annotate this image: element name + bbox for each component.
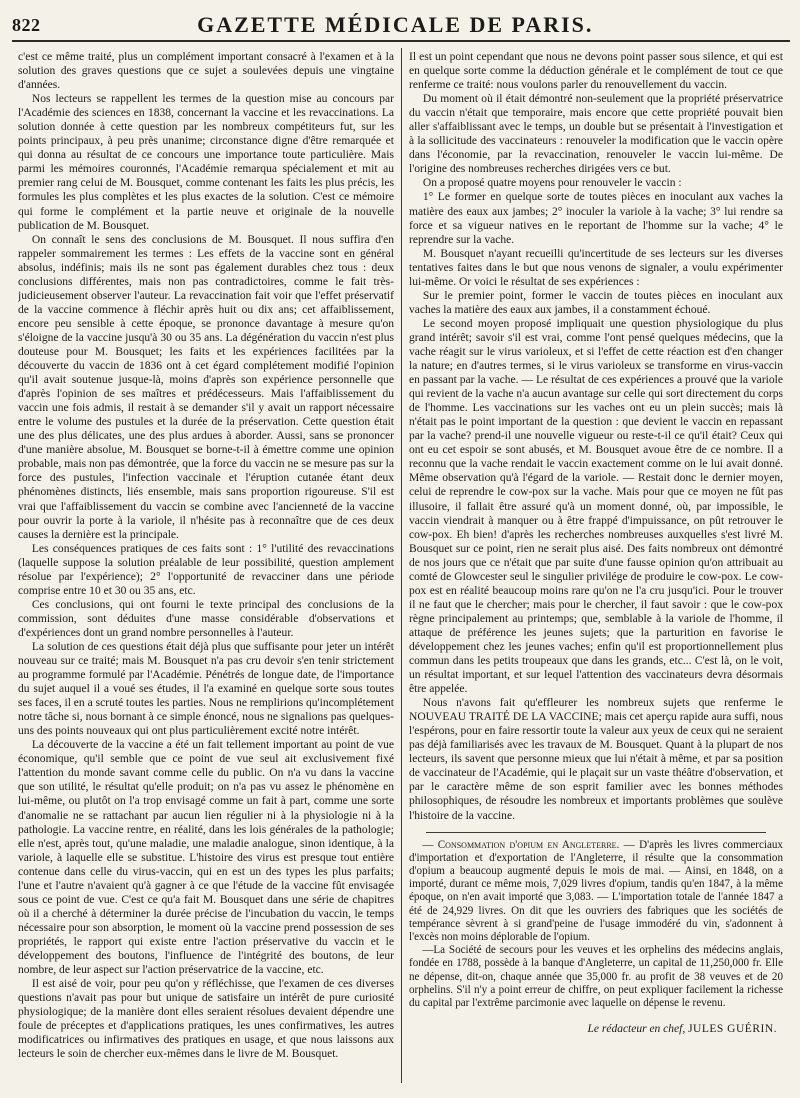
editor-signature [409, 1022, 783, 1036]
left-column [18, 50, 394, 1080]
paragraph: Nos lecteurs se rappellent les termes de la question mise au concours par l'Académie des sciences en 1838, concernant la vaccine et les revaccinations. La solution donnée à cette question par les nombreux compétiteurs fut, sur les points principaux, à peu près unanime; circonstance digne d'être remarquée et qui donna au résultat de ce concours une importance toute particulière. Mais parmi les mémoires couronnés, l'Académie remarqua spécialement et mit au premier rang celui de M. Bousquet, comme contenant les faits les plus précis, les formules les plus complètes et les plus exactes de la solution. C'est ce mémoire qui forme le complément et la partie neuve et originale de la nouvelle publication de M. Bousquet. [18, 93, 394, 232]
paragraph: On a proposé quatre moyens pour renouveler le vaccin : [422, 177, 682, 190]
news-item [409, 839, 783, 945]
paragraph: La solution de ces questions était déjà plus que suffisante pour jeter un intérêt nouveau sur ce traité; mais M. Bousquet n'a pas cru devoir s'en tenir strictement au programme formulé par l'Académie. Pénétrés de longue date, de l'importance du sujet auquel il a voué ses études, il l'a examiné en quelque sorte sous toutes ses faces, il en a scruté toutes les parties. Nous ne remplirions qu'incomplétement notre tâche si, nous bornant à ce simple énoncé, nous ne signalions pas quelques-uns des points nouveaux qui ont plus particulièrement excité notre intérêt. [18, 640, 394, 738]
paragraph: Du moment où il était démontré non-seulement que la propriété préservatrice du vaccin n'était que temporaire, mais encore que cette propriété pouvait bien aller s'affaiblissant avec le temps, un double but se présentait à l'investigation et à la sollicitude des vaccinateurs : renouveler la modification que le vaccin opère dans l'économie, par la revaccination, renouveler le vaccin lui-même. De l'origine des nombreuses recherches dirigées vers ce but. [409, 93, 783, 176]
paragraph: Ces conclusions, qui ont fourni le texte principal des conclusions de la commission, sont déduites d'une masse considérable d'observations et d'expériences dont un grand nombre personnelles à l'auteur. [18, 598, 394, 639]
page-header [12, 10, 790, 42]
news-item-lead: — Consommation d'opium en Angleterre. [422, 838, 620, 851]
page-number: 822 [12, 14, 41, 35]
paragraph: Il est un point cependant que nous ne devons point passer sous silence, et qui est en quelque sorte comme la déduction générale et le complément de tout ce que renferme ce traité: nous voulons parler du renouvellement du vaccin. [409, 51, 783, 92]
signature-prefix: Le rédacteur en chef, [587, 1023, 686, 1036]
paragraph: 1° Le former en quelque sorte de toutes pièces en inoculant aux vaches la matière des eaux aux jambes; 2° inoculer la variole à la vache; 3° lui rendre sa force et sa vigueur natives en le reportant de l'homme sur la vache; 4° le reprendre sur la vache. [409, 191, 783, 246]
section-rule [426, 832, 766, 833]
journal-title: GAZETTE MÉDICALE DE PARIS. [197, 12, 594, 37]
paragraph: c'est ce même traité, plus un complément important consacré à l'examen et à la solution des graves questions que ce sujet a soulevées depuis une vingtaine d'années. [18, 51, 394, 92]
right-column [409, 50, 783, 1080]
news-item-text: — D'après les livres commerciaux d'importation et d'exportation de l'Angleterre, il résulte que la consommation d'opium a beaucoup augmenté depuis le mois de mai. — Ainsi, en 1848, on a importé, durant ce même mois, 7,029 livres d'opium, tandis qu'en 1847, à la même époque, on n'en avait importé que 3,083. — L'importation totale de l'année 1847 a été de 24,929 livres. On dit que les ouvriers des fabriques que les sociétés de tempérance sèvrent à si grand'peine de l'usage immodéré du vin, s'adonnent à l'excès non moins déplorable de l'opium. [409, 838, 783, 943]
paragraph: Les conséquences pratiques de ces faits sont : 1° l'utilité des revaccinations (laquelle suppose la solution préalable de leur possibilité, question amplement résolue par l'expérience); 2° l'opportunité de revacciner dans une période comprise entre 10 et 30 ou 35 ans, etc. [18, 542, 394, 597]
news-item-text: —La Société de secours pour les veuves et les orphelins des médecins anglais, fondée en 1788, possède à la banque d'Angleterre, un capital de 11,250,000 fr. Elle ne dépense, dit-on, chaque année que 35,000 fr. au profit de 38 veuves et de 20 orphelins. S'il n'y a point erreur de chiffre, on peut expliquer facilement la richesse du capital par l'extrême parcimonie avec laquelle on dépense le revenu. [409, 944, 783, 1010]
paragraph: On connaît le sens des conclusions de M. Bousquet. Il nous suffira d'en rappeler sommairement les termes : Les effets de la vaccine sont en général absolus, indéfinis; mais ils ne sont pas également durables chez tous : deux conclusions différentes, mais non pas contradictoires, comme le fait très-judicieusement observer l'auteur. La revaccination fait voir que l'effet préservatif de la vaccine commence à fléchir après huit ou dix ans; cet affaiblissement, encore peu sensible à cette époque, se prononce davantage à mesure qu'on s'éloigne de la vaccine jusqu'à 30 ou 35 ans. La dégénération du vaccin n'est plus douteuse pour M. Bousquet; les faits et les expériences facilitées par la découverte du vaccin de 1836 ont à cet égard complétement modifié l'opinion qu'il avait soutenue jusque-là, moins d'après son expérience personnelle que d'après l'opinion de ses maîtres et prédécesseurs. Mais l'affaiblissement du vaccin une fois admis, il restait à se demander s'il y avait un rapport nécessaire entre le volume des pustules et la durée de la préservation. Cette question était une des plus délicates, une des plus ardues à aborder. Aussi, sans se prononcer d'une manière absolue, M. Bousquet se borne-t-il à émettre comme une opinion probable, mais non pas démontrée, que la force du vaccin ne se mesure pas sur la force des pustules, l'infection vaccinale et l'éruption cutanée étant deux phénomènes distincts, liés ensemble, mais sans proportion rigoureuse. S'il est vrai que l'affaiblissement du vaccin se combine avec l'ancienneté de la vaccine pour ouvrir la porte à la variole, il n'hésite pas à reconnaître que de ces deux causes la dernière est la principale. [18, 233, 394, 541]
paragraph: La découverte de la vaccine a été un fait tellement important au point de vue économique, qu'il semble que ce point de vue seul ait exclusivement fixé l'attention du monde savant comme celle du public. On n'a vu dans la vaccine que son utilité, le résultat qu'elle produit; on n'a pas vu assez le phénomène en lui-même, ou plutôt on l'a trop envisagé comme un fait à part, comme une sorte d'anomalie ne se rattachant par aucun lien régulier ni à la physiologie ni à la pathologie. La vaccine rentre, en réalité, dans les lois générales de la pathologie; elle n'est, après tout, qu'une maladie, une maladie analogue, sinon identique, à la variole, à laquelle elle se substitue. L'histoire des virus est presque tout entière contenue dans celle du virus-vaccin, qui en est un des types les plus parfaits; l'une et l'autre n'avaient qu'à gagner à ce que l'étude de la vaccine fût envisagée sous ce point de vue. C'est ce qu'a fait M. Bousquet dans une série de chapitres où il a cherché à déterminer la durée précise de l'incubation du vaccin, le temps nécessaire pour son absorption, le moment où la vaccine prend possession de ses propriétés, le rapport qui existe entre l'action préservative du vaccin et le développement des boutons, l'influence de l'intégrité des boutons, de leur nombre, de leur aspect sur l'action préservatrice de la vaccine, etc. [18, 739, 394, 977]
paragraph: Nous n'avons fait qu'effleurer les nombreux sujets que renferme le NOUVEAU TRAITÉ DE LA VACCINE; mais cet aperçu rapide aura suffi, nous l'espérons, pour en faire ressortir toute la valeur aux yeux de ceux qui ne seraient pas déjà familiarisés avec les travaux de M. Bousquet. Quant à la plupart de nos lecteurs, ils savent que personne mieux que lui n'était à même, et par sa position de vaccinateur de l'Académie, qui le plaçait sur un vaste théâtre d'observation, et par le caractère même de son esprit familier avec les bonnes méthodes philosophiques, de résoudre les nombreux et importants problèmes que soulève l'histoire de la vaccine. [409, 697, 783, 822]
paragraph: M. Bousquet n'ayant recueilli qu'incertitude de ses lecteurs sur les diverses tentatives faites dans le but que nous venons de signaler, a voulu expérimenter lui-même. Or voici le résultat de ses expériences : [409, 247, 783, 288]
news-item [409, 944, 783, 1010]
column-divider [401, 48, 402, 1083]
paragraph: Il est aisé de voir, pour peu qu'on y réfléchisse, que l'examen de ces diverses questions n'avait pas pour but unique de satisfaire un intérêt de pure curiosité physiologique; de la manière dont elles seraient résolues devaient dépendre une foule de préceptes et d'applications pratiques, les unes confirmatives, les autres modificatrices ou infirmatives des pratiques en usage, et que nous laissons aux lecteurs le soin de chercher eux-mêmes dans le livre de M. Bousquet. [18, 978, 394, 1061]
signature-name: JULES GUÉRIN. [688, 1023, 777, 1036]
paragraph: Sur le premier point, former le vaccin de toutes pièces en inoculant aux vaches la matière des eaux aux jambes, il a constamment échoué. [409, 289, 783, 316]
paragraph: Le second moyen proposé impliquait une question physiologique du plus grand intérêt; savoir s'il est vrai, comme l'ont pensé quelques médecins, que la vache réagit sur le virus varioleux, et si l'effet de cette réaction est d'en changer la nature; en d'autres termes, si le virus varioleux se transforme en virus-vaccin en passant par la vache. — Le résultat de ces expériences a prouvé que la variole qui revient de la vache n'a aucun avantage sur celle qui sort directement du corps de l'homme. Les vaccinations sur les vaches ont eu un plein succès; mais là n'était pas le point important de la question : que devient le vaccin en repassant par la vache? prend-il une nouvelle vigueur ou reste-t-il ce qu'il était? Ceux qui ont eu cet espoir se sont abusés, et M. Bousquet avoue être de ce nombre. Il a reconnu que la vache rendait le vaccin exactement comme on le lui avait donné. Même observation qu'à l'égard de la variole. — Restait donc le dernier moyen, celui de reprendre le cow-pox sur la vache. Mais pour que ce moyen ne fût pas illusoire, il fallait être assuré qu'à un moment donné, où, par impossible, le vaccin viendrait à manquer ou à être frappé d'impuissance, on pût retrouver le cow-pox. Eh bien! d'après les recherches nombreuses auxquelles s'est livré M. Bousquet sur ce point, rien ne serait plus aisé. Des faits nombreux ont démontré de nos jours que ce n'était que par suite d'une fausse opinion qu'on attribuait au comté de Glowcester seul le singulier privilége de produire le cow-pox. Le cow-pox est en réalité beaucoup moins rare qu'on ne l'a cru jusqu'ici. Pour le trouver il ne faut que le chercher; mais pour le chercher, il faut savoir : que le cow-pox règne principalement au printemps; que, semblable à la variole de l'homme, il attaque de préférence les jeunes sujets; que la parturition en favorise le développement chez les jeunes vaches; enfin qu'il est proportionnellement plus commun dans les petits troupeaux que dans les grands, etc... C'est là, on le voit, un résultat important, et sur lequel l'attention des vaccinateurs devra désormais être appelée. [409, 317, 783, 696]
